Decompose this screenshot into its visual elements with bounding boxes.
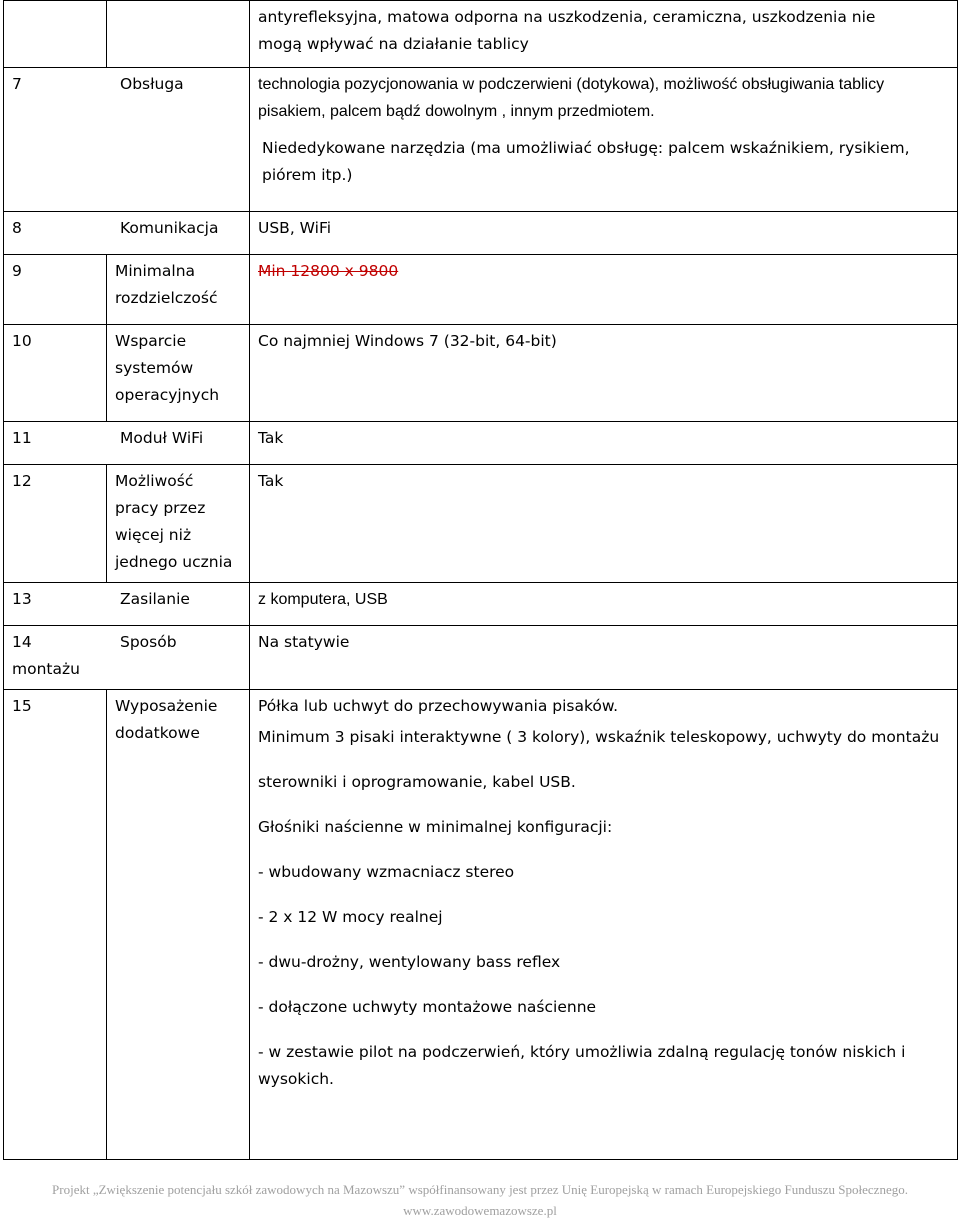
value-line: mogą wpływać na działanie tablicy [258,35,529,53]
list-item: - 2 x 12 W mocy realnej [258,908,443,926]
row-value-cell [250,690,958,1160]
row-name: Zasilanie [120,590,190,608]
row-value-cell: Co najmniej Windows 7 (32-bit, 64-bit) [250,325,958,422]
list-item: - w zestawie pilot na podczerwień, który umożliwia zdalną regulację tonów niskich i wysokich. [258,1043,906,1088]
row-number-cell [4,1,107,68]
row-name-cell: Wyposażenie dodatkowe [107,690,250,1160]
row-name-cell: Wsparcie systemów operacyjnych [107,325,250,422]
specification-table [3,0,958,1160]
row-value-cell [250,1,958,68]
table-row [4,255,958,325]
row-number-name-cell [4,68,250,212]
table-row [4,465,958,583]
row-name: Moduł WiFi [120,429,204,447]
row-number-cell: 15 [4,690,107,1160]
table-row [4,212,958,255]
row-number-name-cell [4,626,250,690]
table-row [4,325,958,422]
row-number-cell: 12 [4,465,107,583]
table-row [4,583,958,626]
list-item: - wbudowany wzmacniacz stereo [258,863,515,881]
footer-website: www.zawodowemazowsze.pl [403,1203,557,1218]
row-value-cell [250,68,958,212]
table-row [4,68,958,212]
row-number: 8 [12,219,22,237]
row-value-cell: USB, WiFi [250,212,958,255]
list-item: - dołączone uchwyty montażowe naścienne [258,998,597,1016]
row-name: Sposób montażu [12,633,177,678]
table-row [4,690,958,1160]
footer-project-line: Projekt „Zwiększenie potencjału szkół zawodowych na Mazowszu” współfinansowany jest przez Unię Europejską w ramach Europejskiego Funduszu Społecznego. [52,1182,908,1197]
row-number: 7 [12,75,22,93]
table-row [4,626,958,690]
row-name-cell [107,1,250,68]
row-number-cell: 10 [4,325,107,422]
value-paragraph: Niededykowane narzędzia (ma umożliwiać obsługę: palcem wskaźnikiem, rysikiem, piórem itp.) [262,139,910,184]
row-name-cell: Możliwość pracy przez więcej niż jednego ucznia [107,465,250,583]
row-number: 11 [12,429,32,447]
row-number-cell: 9 [4,255,107,325]
value-paragraph: technologia pozycjonowania w podczerwieni (dotykowa), możliwość obsługiwania tablicy pisakiem, palcem bądź dowolnym , innym przedmiotem. [258,76,885,120]
value-paragraph: Minimum 3 pisaki interaktywne ( 3 kolory), wskaźnik teleskopowy, uchwyty do montażu [258,728,940,746]
row-name-cell: Minimalna rozdzielczość [107,255,250,325]
row-value-cell: Tak [250,422,958,465]
list-item: - dwu-drożny, wentylowany bass reflex [258,953,561,971]
strikethrough-value: Min 12800 x 9800 [258,262,399,280]
row-value-cell: Tak [250,465,958,583]
row-name: Komunikacja [120,219,219,237]
row-value-cell [250,255,958,325]
row-number-name-cell [4,212,250,255]
row-number-name-cell [4,583,250,626]
value-line: antyrefleksyjna, matowa odporna na uszkodzenia, ceramiczna, uszkodzenia nie [258,8,876,26]
row-value-cell [250,583,958,626]
row-number: 13 [12,590,32,608]
table-row [4,422,958,465]
value-paragraph: sterowniki i oprogramowanie, kabel USB. [258,773,576,791]
table-row [4,1,958,68]
row-value-cell: Na statywie [250,626,958,690]
value-paragraph: Głośniki naścienne w minimalnej konfiguracji: [258,818,613,836]
value-text: z komputera, USB [258,591,388,608]
row-number-name-cell [4,422,250,465]
value-paragraph: Półka lub uchwyt do przechowywania pisaków. [258,697,619,715]
row-number: 14 [12,633,32,651]
row-name: Obsługa [120,75,184,93]
